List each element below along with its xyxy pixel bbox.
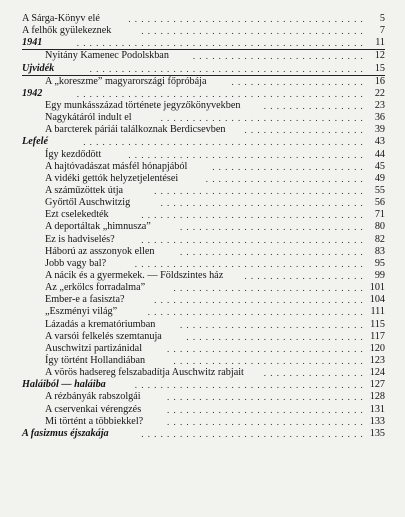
- toc-entry-title: Mi történt a többiekkel?: [45, 415, 144, 427]
- toc-entry: [22, 270, 385, 282]
- toc-section-heading: [22, 136, 385, 148]
- toc-page-number: 55: [374, 184, 385, 196]
- toc-page-number: 95: [374, 257, 385, 269]
- toc-entry: [22, 173, 385, 185]
- dot-leader: .............................................: [76, 88, 367, 99]
- toc-entry-title: Lázadás a krematóriumban: [45, 318, 156, 330]
- toc-section-heading: [22, 88, 385, 100]
- toc-page-number: 36: [374, 112, 385, 124]
- toc-entry-title: A hajtóvadászat másfél hónapjából: [45, 160, 188, 172]
- toc-page-number: 23: [374, 99, 385, 111]
- dot-leader: ............................................: [83, 137, 367, 148]
- toc-entry-title: A száműzöttek útja: [45, 184, 124, 196]
- dot-leader: .........................: [205, 173, 367, 184]
- toc-page-number: 49: [374, 172, 385, 184]
- dot-leader: ................................: [160, 113, 367, 124]
- toc-entry-title: 1941: [22, 37, 43, 49]
- toc-entry-title: A nácik és a gyermekek. — Földszintes ház: [45, 269, 224, 281]
- toc-entry: [22, 112, 385, 124]
- toc-entry-title: Így történt Hollandiában: [45, 354, 146, 366]
- toc-page-number: 11: [375, 37, 385, 49]
- toc-entry-title: A „koreszme” magyarországi főpróbája: [45, 75, 207, 87]
- toc-page-number: 127: [369, 379, 385, 391]
- toc-page-number: 71: [374, 209, 385, 221]
- dot-leader: ...............................: [167, 392, 367, 403]
- toc-entry: [22, 306, 385, 318]
- toc-page-number: 56: [374, 197, 385, 209]
- toc-entry-title: A varsói felkelés szemtanuja: [45, 330, 162, 342]
- toc-entry: [22, 416, 385, 428]
- toc-page-number: 101: [369, 282, 385, 294]
- toc-entry-title: Így kezdődött: [45, 148, 102, 160]
- toc-section-heading: [22, 379, 385, 391]
- toc-page-number: 131: [369, 403, 385, 415]
- toc-entry: [22, 25, 385, 37]
- toc-entry: [22, 124, 385, 136]
- toc-entry: [22, 13, 385, 25]
- toc-page-number: 117: [370, 330, 385, 342]
- dot-leader: ............................: [186, 331, 367, 342]
- dot-leader: ...................................: [141, 234, 367, 245]
- toc-page-number: 15: [374, 62, 385, 74]
- dot-leader: ..............................: [173, 355, 367, 366]
- toc-page-number: 135: [369, 427, 385, 439]
- toc-entry: [22, 246, 385, 258]
- toc-entry: [22, 343, 385, 355]
- toc-entry: [22, 319, 385, 331]
- toc-entry: [22, 100, 385, 112]
- toc-page-number: 104: [369, 294, 385, 306]
- dot-leader: ................: [263, 100, 367, 111]
- dot-leader: .............................: [179, 246, 367, 257]
- toc-entry: [22, 258, 385, 270]
- toc-entry: [22, 282, 385, 294]
- dot-leader: .....................: [231, 76, 367, 87]
- toc-entry-title: A rézbányák rabszolgái: [45, 391, 141, 403]
- toc-entry: [22, 331, 385, 343]
- toc-entry-title: Haláiból — haláiba: [22, 379, 106, 391]
- toc-entry: [22, 149, 385, 161]
- toc-page-number: 133: [369, 415, 385, 427]
- dot-leader: ................: [263, 368, 367, 379]
- dot-leader: ...............................: [167, 416, 367, 427]
- toc-entry: [22, 391, 385, 403]
- toc-entry-title: Jobb vagy bal?: [45, 257, 107, 269]
- toc-entry-title: A cservenkai vérengzés: [45, 403, 142, 415]
- toc-entry: [22, 197, 385, 209]
- toc-entry: [22, 161, 385, 173]
- toc-entry-title: Nyitány Kamenec Podolskban: [45, 50, 169, 62]
- toc-entry: [22, 294, 385, 306]
- toc-entry-title: A fasizmus éjszakája: [22, 427, 109, 439]
- dot-leader: ....................................: [134, 380, 367, 391]
- toc-page-number: 43: [374, 136, 385, 148]
- toc-page-number: 120: [369, 342, 385, 354]
- dot-leader: ...................: [244, 125, 367, 136]
- toc-page-number: 7: [379, 25, 385, 37]
- dot-leader: .............................: [179, 319, 367, 330]
- toc-entry-title: A Sárga-Könyv elé: [22, 13, 100, 24]
- toc-entry-title: Ember-e a fasiszta?: [45, 294, 125, 306]
- dot-leader: ..................................: [147, 307, 367, 318]
- toc-section-heading: [22, 63, 385, 76]
- toc-page-number: 39: [374, 124, 385, 136]
- dot-leader: ....................................: [134, 258, 367, 269]
- toc-entry: [22, 367, 385, 379]
- toc-entry: [22, 209, 385, 221]
- toc-page-number: 12: [374, 50, 385, 62]
- toc-entry: [22, 50, 385, 62]
- toc-entry-title: Győrtől Auschwitzig: [45, 197, 131, 209]
- toc-page-number: 22: [374, 87, 385, 99]
- toc-entry-title: Ez is hadviselés?: [45, 233, 115, 245]
- toc-entry-title: Nagykátáról indult el: [45, 112, 132, 124]
- dot-leader: ...........................: [192, 51, 367, 62]
- toc-page-number: 5: [379, 13, 385, 24]
- toc-entry: [22, 76, 385, 88]
- dot-leader: ...................: [244, 270, 367, 281]
- dot-leader: ..............................: [173, 283, 367, 294]
- toc-entry: [22, 355, 385, 367]
- dot-leader: .....................................: [128, 14, 367, 24]
- dot-leader: ........................: [212, 161, 367, 172]
- toc-entry: [22, 221, 385, 233]
- table-of-contents: [22, 13, 385, 440]
- toc-page-number: 124: [369, 367, 385, 379]
- dot-leader: .................................: [154, 295, 367, 306]
- toc-page-number: 82: [374, 233, 385, 245]
- toc-page-number: 44: [374, 148, 385, 160]
- toc-entry-title: Az „erkölcs forradalma”: [45, 282, 146, 294]
- toc-page-number: 123: [369, 354, 385, 366]
- dot-leader: .....................................: [128, 149, 367, 160]
- dot-leader: ...................................: [141, 26, 367, 37]
- toc-entry: [22, 404, 385, 416]
- toc-section-heading: [22, 37, 385, 50]
- dot-leader: ...............................: [167, 343, 367, 354]
- toc-entry-title: Egy munkásszázad története jegyzőkönyvekben: [45, 99, 241, 111]
- toc-entry-title: A felhők gyülekeznek: [22, 25, 112, 37]
- toc-page-number: 115: [370, 318, 385, 330]
- dot-leader: ...........................................: [89, 63, 367, 74]
- toc-page-number: 80: [374, 221, 385, 233]
- dot-leader: .............................................: [76, 38, 367, 49]
- dot-leader: ...................................: [141, 210, 367, 221]
- toc-section-heading: [22, 428, 385, 440]
- toc-entry-title: A deportáltak „himnusza”: [45, 221, 151, 233]
- toc-page-number: 83: [374, 245, 385, 257]
- dot-leader: .............................: [179, 222, 367, 233]
- dot-leader: ................................: [160, 198, 367, 209]
- toc-entry-title: A barcterek páriái találkoznak Berdicsevben: [45, 124, 226, 136]
- toc-entry-title: 1942: [22, 87, 43, 99]
- toc-page-number: 99: [374, 269, 385, 281]
- toc-entry-title: Háború az asszonyok ellen: [45, 245, 155, 257]
- toc-entry: [22, 234, 385, 246]
- dot-leader: ...............................: [167, 404, 367, 415]
- toc-entry-title: Ezt cselekedték: [45, 209, 109, 221]
- toc-entry-title: Ujvidék: [22, 62, 55, 74]
- dot-leader: .................................: [154, 185, 367, 196]
- toc-entry-title: Auschwitzi partizánidal: [45, 342, 143, 354]
- toc-page-number: 45: [374, 160, 385, 172]
- toc-entry-title: Lefelé: [22, 136, 49, 148]
- toc-entry-title: „Eszményi világ”: [45, 306, 118, 318]
- toc-page-number: 128: [369, 391, 385, 403]
- toc-page-number: 16: [374, 75, 385, 87]
- toc-entry-title: A vidéki gettók helyzetjelentései: [45, 172, 179, 184]
- dot-leader: ...................................: [141, 428, 367, 439]
- toc-page-number: 111: [370, 306, 385, 318]
- toc-entry: [22, 185, 385, 197]
- toc-entry-title: A vörös hadsereg felszabadítja Auschwitz rabjait: [45, 367, 244, 379]
